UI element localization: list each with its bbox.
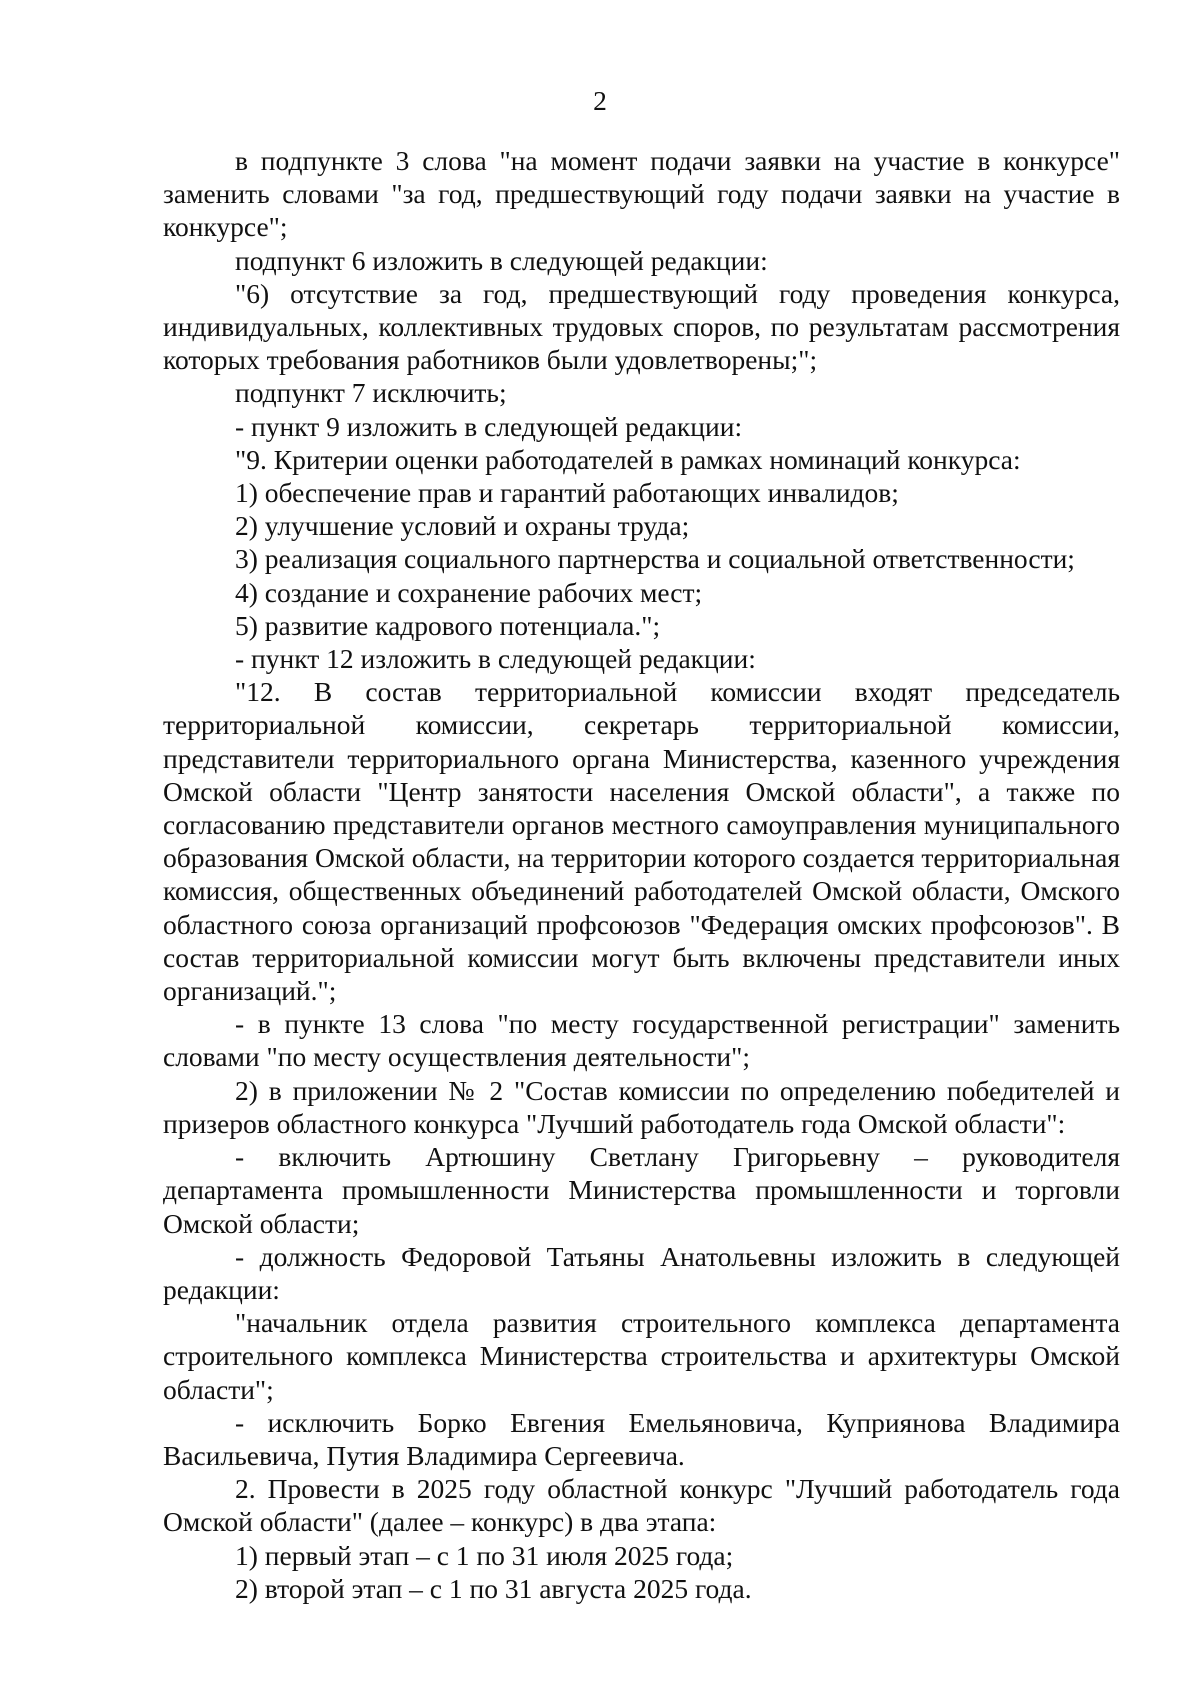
paragraph: подпункт 7 исключить; <box>235 377 507 409</box>
list-item: 3) реализация социального партнерства и социальной ответственности; <box>235 543 1075 575</box>
list-item: 2) улучшение условий и охраны труда; <box>235 510 690 542</box>
list-item: 2) второй этап – с 1 по 31 августа 2025 года. <box>235 1572 752 1604</box>
paragraph: 2) в приложении № 2 "Состав комиссии по определению победителей и призеров областного конкурса "Лучший работодатель года Омской области": <box>163 1074 1120 1139</box>
paragraph: - в пункте 13 слова "по месту государственной регистрации" заменить словами "по месту осуществления деятельности"; <box>163 1008 1120 1073</box>
paragraph: "6) отсутствие за год, предшествующий году проведения конкурса, индивидуальных, коллективных трудовых споров, по результатам рассмотрения которых требования работников были удовлетворены;"; <box>163 277 1120 376</box>
paragraph: - пункт 12 изложить в следующей редакции: <box>235 643 756 675</box>
page-number: 2 <box>593 85 607 116</box>
paragraph: "начальник отдела развития строительного комплекса департамента строительного комплекса Министерства строительства и архитектуры Омской области"; <box>163 1307 1120 1405</box>
list-item: 1) первый этап – с 1 по 31 июля 2025 года; <box>235 1539 734 1571</box>
paragraph: - исключить Борко Евгения Емельяновича, Куприянова Владимира Васильевича, Путия Владимира Сергеевича. <box>163 1406 1120 1471</box>
document-body <box>163 144 1120 1605</box>
paragraph: "12. В состав территориальной комиссии входят председатель территориальной комиссии, секретарь территориальной комиссии, представители территориального органа Министерства, казенного учреждения Омской области "Центр занятости населения Омской области", а также по согласованию представители органов местного самоуправления муниципального образования Омской области, на территории которого создается территориальная комиссия, общественных объединений работодателей Омской области, Омского областного союза организаций профсоюзов "Федерация омских профсоюзов". В состав территориальной комиссии могут быть включены представители иных организаций."; <box>163 676 1120 1007</box>
paragraph: подпункт 6 изложить в следующей редакции: <box>235 244 768 276</box>
list-item: 1) обеспечение прав и гарантий работающих инвалидов; <box>235 477 899 509</box>
list-item: 5) развитие кадрового потенциала."; <box>235 609 661 641</box>
paragraph: - включить Артюшину Светлану Григорьевну – руководителя департамента промышленности Министерства промышленности и торговли Омской области; <box>163 1141 1120 1239</box>
paragraph: в подпункте 3 слова "на момент подачи заявки на участие в конкурсе" заменить словами "за год, предшествующий году подачи заявки на участие в конкурсе"; <box>163 145 1120 243</box>
list-item: 4) создание и сохранение рабочих мест; <box>235 576 703 608</box>
paragraph: - должность Федоровой Татьяны Анатольевны изложить в следующей редакции: <box>163 1240 1120 1305</box>
paragraph: 2. Провести в 2025 году областной конкурс "Лучший работодатель года Омской области" (далее – конкурс) в два этапа: <box>163 1473 1120 1538</box>
paragraph: "9. Критерии оценки работодателей в рамках номинаций конкурса: <box>235 443 1021 475</box>
paragraph: - пункт 9 изложить в следующей редакции: <box>235 410 743 442</box>
